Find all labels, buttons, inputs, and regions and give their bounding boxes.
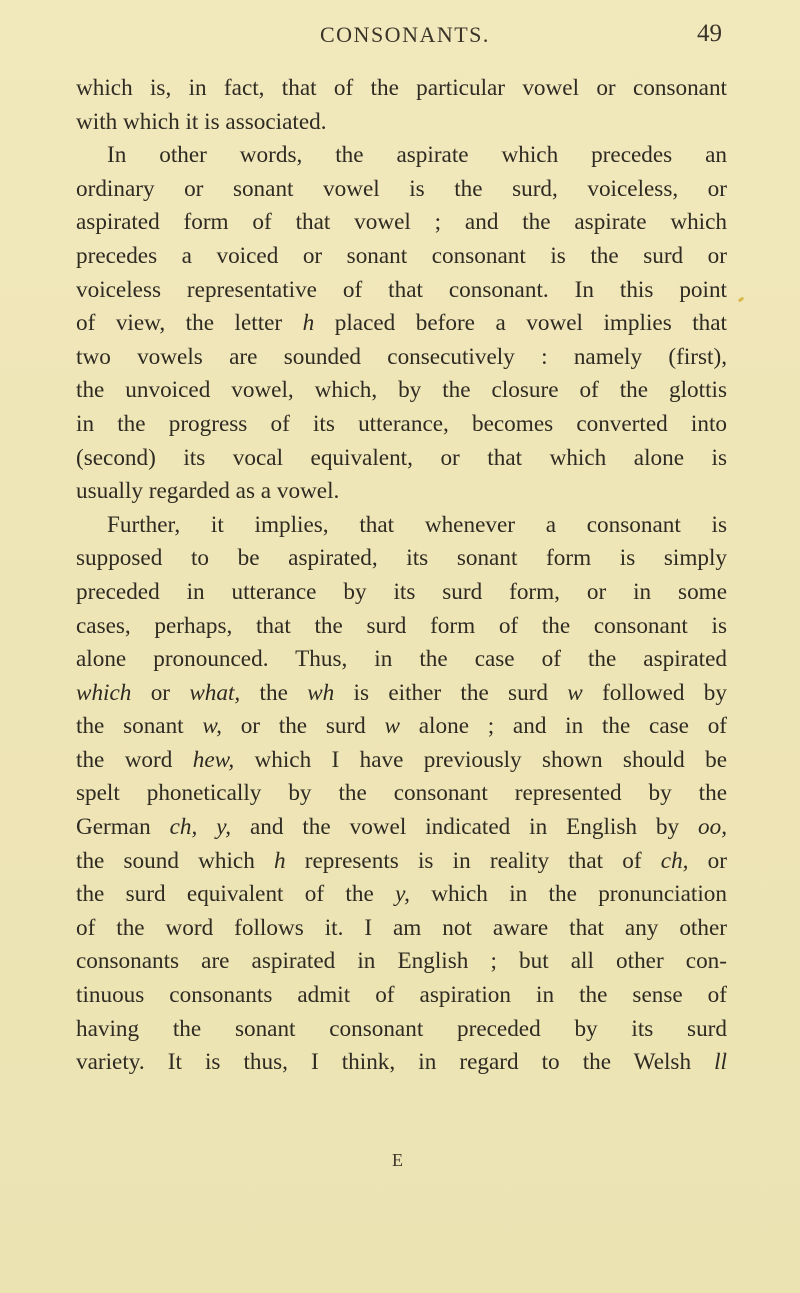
text-line — [76, 845, 727, 879]
text-line — [76, 542, 727, 576]
text-segment: followed by — [582, 679, 727, 706]
text-line — [76, 744, 727, 778]
text-segment: the sound which — [76, 847, 274, 874]
text-segment: preceded in utterance by its surd form, or in some — [76, 578, 727, 605]
text-line — [76, 173, 727, 207]
text-line — [76, 307, 727, 341]
page-number: 49 — [697, 20, 722, 47]
text-line — [76, 710, 727, 744]
italic-text: which — [76, 679, 132, 706]
text-segment: in the progress of its utterance, becomes converted into — [76, 410, 727, 437]
text-segment: tinuous consonants admit of aspiration in the sense of — [76, 982, 727, 1009]
italic-text: oo, — [698, 814, 727, 841]
text-segment: is either the surd — [334, 679, 568, 706]
italic-text: hew, — [192, 746, 235, 773]
text-line — [76, 576, 727, 610]
text-segment: having the sonant consonant preceded by its surd — [76, 1015, 727, 1042]
italic-text: what, — [189, 679, 241, 706]
italic-text: ch, y, — [169, 814, 232, 841]
text-line — [76, 274, 727, 308]
text-segment: which in the pronunciation — [409, 881, 727, 908]
text-segment: two vowels are sounded consecutively : namely (first), — [76, 343, 727, 370]
text-line — [76, 677, 727, 711]
text-segment: variety. It is thus, I think, in regard to the Welsh — [76, 1049, 715, 1076]
text-segment: usually regarded as a vowel. — [76, 478, 340, 505]
text-line — [76, 979, 727, 1013]
italic-text: ch, — [660, 847, 689, 874]
italic-text: w — [384, 713, 401, 740]
text-segment: Further, it implies, that whenever a consonant is — [107, 511, 727, 538]
text-segment: or — [131, 679, 190, 706]
italic-text: y, — [395, 881, 410, 908]
italic-text: w, — [202, 713, 222, 740]
text-segment: the sonant — [76, 713, 203, 740]
italic-text: h — [302, 310, 315, 337]
body-text — [76, 72, 727, 1080]
text-segment: represents is in reality that of — [285, 847, 661, 874]
text-segment: with which it is associated. — [76, 108, 327, 135]
italic-text: w — [567, 679, 583, 706]
text-line — [76, 912, 727, 946]
text-segment: (second) its vocal equivalent, or that which alone is — [76, 444, 727, 471]
text-segment: aspirated form of that vowel ; and the aspirate which — [76, 209, 727, 236]
text-segment: the — [240, 679, 308, 706]
text-segment: spelt phonetically by the consonant represented by the — [76, 780, 727, 807]
text-segment: In other words, the aspirate which precedes an — [107, 142, 727, 169]
text-segment: the surd equivalent of the — [76, 881, 396, 908]
text-segment: which I have previously shown should be — [234, 746, 728, 773]
text-segment: alone pronounced. Thus, in the case of the aspirated — [76, 646, 727, 673]
italic-text: ll — [714, 1049, 727, 1076]
italic-text: wh — [307, 679, 335, 706]
text-segment: the unvoiced vowel, which, by the closure of the glottis — [76, 377, 727, 404]
text-segment: which is, in fact, that of the particular vowel or consonant — [76, 75, 727, 101]
text-line — [76, 374, 727, 408]
text-line — [76, 1013, 727, 1047]
text-line — [76, 408, 727, 442]
text-line — [76, 945, 727, 979]
paper-speck — [738, 297, 745, 303]
text-line — [76, 475, 727, 509]
text-line — [76, 206, 727, 240]
text-segment: alone ; and in the case of — [400, 713, 728, 740]
text-line — [76, 878, 727, 912]
text-line — [76, 811, 727, 845]
text-line — [76, 341, 727, 375]
text-segment: cases, perhaps, that the surd form of the consonant is — [76, 612, 727, 639]
text-segment: the word — [76, 746, 193, 773]
text-segment: precedes a voiced or sonant consonant is the surd or — [76, 242, 727, 269]
text-segment: or the surd — [221, 713, 385, 740]
text-line — [76, 777, 727, 811]
text-segment: voiceless representative of that consonant. In this point — [76, 276, 727, 303]
text-segment: or — [688, 847, 727, 874]
text-line — [76, 139, 727, 173]
text-segment: ordinary or sonant vowel is the surd, voiceless, or — [76, 175, 727, 202]
text-line — [76, 509, 727, 543]
page-header — [0, 22, 800, 56]
text-line — [76, 643, 727, 677]
text-line — [76, 442, 727, 476]
text-line — [76, 610, 727, 644]
italic-text: h — [274, 847, 286, 874]
text-segment: of view, the letter — [76, 310, 303, 337]
text-line — [76, 106, 727, 140]
running-head: CONSONANTS. — [320, 22, 490, 47]
text-segment: consonants are aspirated in English ; but all other con- — [76, 948, 727, 975]
signature-mark: E — [392, 1150, 403, 1170]
text-segment: German — [76, 814, 170, 841]
text-line — [76, 240, 727, 274]
text-segment: of the word follows it. I am not aware that any other — [76, 914, 727, 941]
text-line — [76, 72, 727, 106]
text-segment: supposed to be aspirated, its sonant form is simply — [76, 545, 727, 572]
text-segment: placed before a vowel implies that — [314, 310, 727, 337]
text-segment: and the vowel indicated in English by — [231, 814, 698, 841]
text-line — [76, 1046, 727, 1080]
